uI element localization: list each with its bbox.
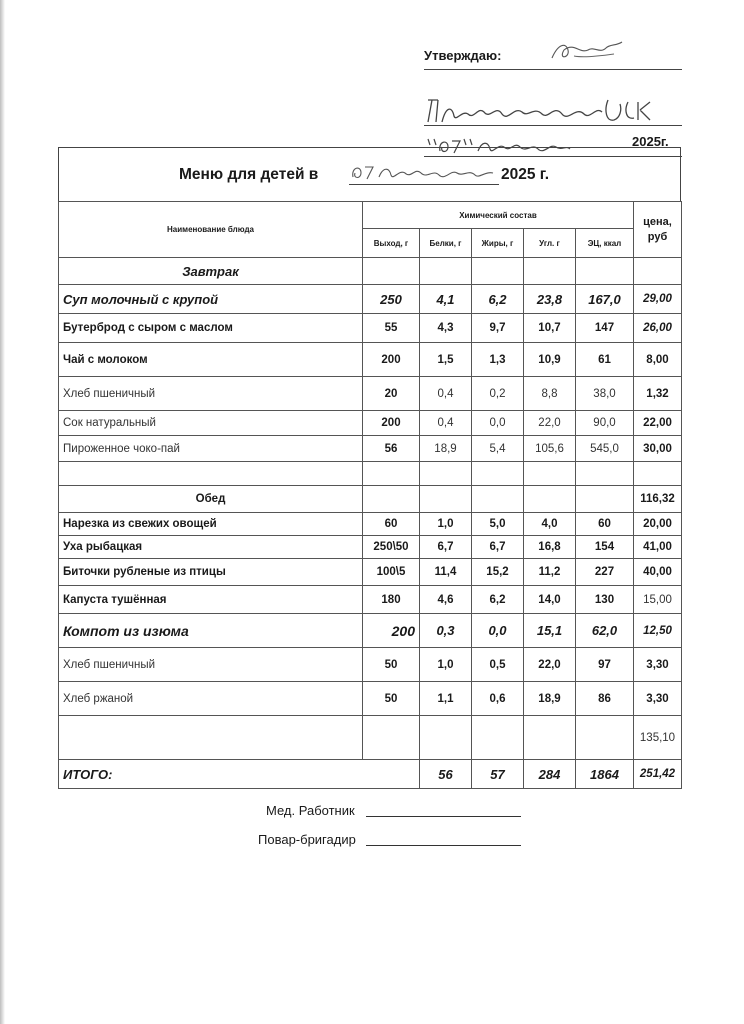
dish-carb: 105,6 xyxy=(524,436,576,462)
header-yield: Выход, г xyxy=(363,229,420,258)
dish-kcal: 90,0 xyxy=(576,411,634,436)
dish-price: 1,32 xyxy=(634,377,682,411)
total-fat: 57 xyxy=(472,760,524,789)
dish-kcal: 154 xyxy=(576,536,634,559)
total-kcal: 1864 xyxy=(576,760,634,789)
dish-protein: 6,7 xyxy=(420,536,472,559)
dish-protein: 0,4 xyxy=(420,411,472,436)
table-row xyxy=(59,614,682,648)
dish-price: 8,00 xyxy=(634,343,682,377)
dish-yield: 180 xyxy=(363,586,420,614)
dish-carb: 4,0 xyxy=(524,513,576,536)
dish-protein: 1,0 xyxy=(420,648,472,682)
dish-fat: 5,4 xyxy=(472,436,524,462)
table-row xyxy=(59,411,682,436)
dish-name: Хлеб пшеничный xyxy=(59,377,363,411)
approval-block xyxy=(424,40,682,149)
dish-yield: 20 xyxy=(363,377,420,411)
dish-yield: 50 xyxy=(363,648,420,682)
signature-scribble xyxy=(544,40,634,64)
dish-protein: 0,4 xyxy=(420,377,472,411)
dish-price: 30,00 xyxy=(634,436,682,462)
dish-protein: 11,4 xyxy=(420,559,472,586)
dish-kcal: 97 xyxy=(576,648,634,682)
dish-kcal: 130 xyxy=(576,586,634,614)
dish-yield: 200 xyxy=(363,614,420,648)
dish-protein: 1,0 xyxy=(420,513,472,536)
dish-name: Уха рыбацкая xyxy=(59,536,363,559)
med-worker-label: Мед. Работник xyxy=(266,803,355,818)
dish-fat: 1,3 xyxy=(472,343,524,377)
dish-price: 3,30 xyxy=(634,648,682,682)
dish-kcal: 227 xyxy=(576,559,634,586)
dish-price: 12,50 xyxy=(634,614,682,648)
dish-protein: 0,3 xyxy=(420,614,472,648)
dish-name: Компот из изюма xyxy=(59,614,363,648)
menu-title-year: 2025 г. xyxy=(501,166,549,183)
cook-label: Повар-бригадир xyxy=(258,832,356,847)
section-row-lunch xyxy=(59,486,682,513)
dish-price: 20,00 xyxy=(634,513,682,536)
dish-fat: 15,2 xyxy=(472,559,524,586)
dish-carb: 10,7 xyxy=(524,314,576,343)
total-protein: 56 xyxy=(420,760,472,789)
dish-price: 26,00 xyxy=(634,314,682,343)
dish-price: 22,00 xyxy=(634,411,682,436)
dish-kcal: 60 xyxy=(576,513,634,536)
approve-label: Утверждаю: xyxy=(424,48,502,63)
total-price: 251,42 xyxy=(634,760,682,789)
table-row xyxy=(59,285,682,314)
dish-yield: 200 xyxy=(363,343,420,377)
dish-name: Бутерброд с сыром с маслом xyxy=(59,314,363,343)
med-signature-line xyxy=(366,816,521,817)
table-row xyxy=(59,343,682,377)
table-row xyxy=(59,314,682,343)
total-row xyxy=(59,760,682,789)
dish-carb: 11,2 xyxy=(524,559,576,586)
dish-price: 3,30 xyxy=(634,682,682,716)
dish-yield: 50 xyxy=(363,682,420,716)
dish-fat: 0,5 xyxy=(472,648,524,682)
dish-kcal: 545,0 xyxy=(576,436,634,462)
dish-kcal: 61 xyxy=(576,343,634,377)
dish-fat: 9,7 xyxy=(472,314,524,343)
header-chem: Химический состав xyxy=(363,202,634,229)
table-row xyxy=(59,377,682,411)
dish-protein: 4,6 xyxy=(420,586,472,614)
dish-fat: 6,7 xyxy=(472,536,524,559)
title-date-underline xyxy=(349,184,499,185)
dish-name: Сок натуральный xyxy=(59,411,363,436)
cook-signature-line xyxy=(366,845,521,846)
dish-fat: 5,0 xyxy=(472,513,524,536)
dish-carb: 15,1 xyxy=(524,614,576,648)
dish-carb: 22,0 xyxy=(524,411,576,436)
dish-name: Нарезка из свежих овощей xyxy=(59,513,363,536)
dish-carb: 22,0 xyxy=(524,648,576,682)
table-row xyxy=(59,682,682,716)
dish-carb: 14,0 xyxy=(524,586,576,614)
dish-name: Пироженное чоко-пай xyxy=(59,436,363,462)
dish-kcal: 86 xyxy=(576,682,634,716)
header-dish: Наименование блюда xyxy=(59,202,363,258)
dish-carb: 23,8 xyxy=(524,285,576,314)
dish-price: 41,00 xyxy=(634,536,682,559)
section-breakfast: Завтрак xyxy=(59,258,363,285)
lunch-total-row xyxy=(59,716,682,760)
approve-year: 2025г. xyxy=(632,134,669,149)
table-row xyxy=(59,648,682,682)
footer-med xyxy=(266,803,355,818)
menu-title-box xyxy=(58,147,681,201)
dish-yield: 55 xyxy=(363,314,420,343)
dish-name: Чай с молоком xyxy=(59,343,363,377)
section-row-breakfast xyxy=(59,258,682,285)
header-row-1 xyxy=(59,202,682,229)
header-fat: Жиры, г xyxy=(472,229,524,258)
header-protein: Белки, г xyxy=(420,229,472,258)
header-kcal: ЭЦ, ккал xyxy=(576,229,634,258)
dish-kcal: 167,0 xyxy=(576,285,634,314)
dish-yield: 200 xyxy=(363,411,420,436)
dish-kcal: 62,0 xyxy=(576,614,634,648)
dish-yield: 60 xyxy=(363,513,420,536)
menu-title-prefix: Меню для детей в xyxy=(179,166,319,183)
dish-name: Биточки рубленые из птицы xyxy=(59,559,363,586)
dish-name: Капуста тушённая xyxy=(59,586,363,614)
dish-carb: 16,8 xyxy=(524,536,576,559)
scan-edge-shadow xyxy=(0,0,5,1024)
dish-protein: 1,1 xyxy=(420,682,472,716)
section-lunch: Обед xyxy=(59,486,363,513)
dish-protein: 18,9 xyxy=(420,436,472,462)
dish-carb: 10,9 xyxy=(524,343,576,377)
footer-cook xyxy=(258,832,356,847)
dish-fat: 0,0 xyxy=(472,614,524,648)
table-row xyxy=(59,559,682,586)
dish-yield: 100\5 xyxy=(363,559,420,586)
header-carb: Угл. г xyxy=(524,229,576,258)
dish-protein: 1,5 xyxy=(420,343,472,377)
approve-line-1 xyxy=(424,69,682,70)
empty-row xyxy=(59,462,682,486)
dish-fat: 6,2 xyxy=(472,586,524,614)
dish-fat: 0,2 xyxy=(472,377,524,411)
dish-fat: 6,2 xyxy=(472,285,524,314)
dish-price: 29,00 xyxy=(634,285,682,314)
dish-kcal: 38,0 xyxy=(576,377,634,411)
dish-kcal: 147 xyxy=(576,314,634,343)
dish-name: Хлеб пшеничный xyxy=(59,648,363,682)
menu-table xyxy=(58,201,682,789)
dish-carb: 8,8 xyxy=(524,377,576,411)
table-row xyxy=(59,513,682,536)
dish-yield: 56 xyxy=(363,436,420,462)
lunch-total: 135,10 xyxy=(634,716,682,760)
breakfast-total: 116,32 xyxy=(634,486,682,513)
dish-price: 15,00 xyxy=(634,586,682,614)
dish-name: Суп молочный с крупой xyxy=(59,285,363,314)
total-label: ИТОГО: xyxy=(59,760,420,789)
total-carb: 284 xyxy=(524,760,576,789)
approve-line-2 xyxy=(424,125,682,126)
table-row xyxy=(59,586,682,614)
table-row xyxy=(59,536,682,559)
dish-yield: 250\50 xyxy=(363,536,420,559)
dish-fat: 0,6 xyxy=(472,682,524,716)
title-handwritten-date xyxy=(349,161,499,183)
dish-protein: 4,1 xyxy=(420,285,472,314)
table-row xyxy=(59,436,682,462)
dish-price: 40,00 xyxy=(634,559,682,586)
header-price: цена, руб xyxy=(634,202,682,258)
dish-carb: 18,9 xyxy=(524,682,576,716)
dish-name: Хлеб ржаной xyxy=(59,682,363,716)
dish-fat: 0,0 xyxy=(472,411,524,436)
dish-yield: 250 xyxy=(363,285,420,314)
dish-protein: 4,3 xyxy=(420,314,472,343)
